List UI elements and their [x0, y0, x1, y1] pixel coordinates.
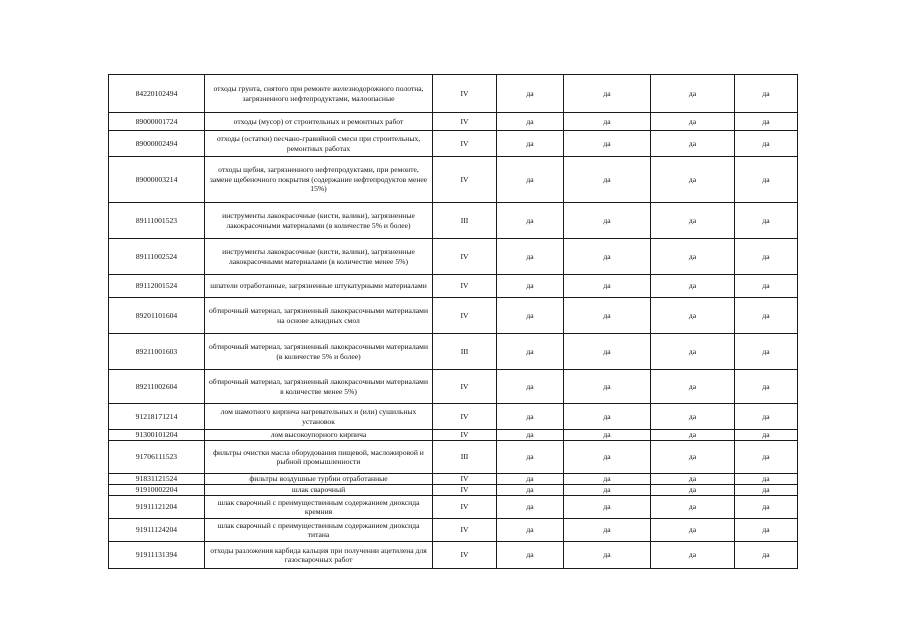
yes-cell-4: да: [735, 542, 798, 569]
yes-cell-2: да: [564, 542, 651, 569]
yes-cell-3: да: [651, 430, 735, 441]
yes-cell-1: да: [497, 542, 564, 569]
yes-cell-1: да: [497, 430, 564, 441]
yes-cell-1: да: [497, 131, 564, 157]
yes-cell-2: да: [564, 75, 651, 113]
hazard-class-cell: IV: [433, 239, 497, 275]
waste-name-cell: отходы (остатки) песчано-гравийной смеси при строительных, ремонтных работах: [205, 131, 433, 157]
yes-cell-3: да: [651, 474, 735, 485]
waste-name-cell: отходы щебня, загрязненного нефтепродуктами, при ремонте, замене щебеночного покрытия (содержание нефтепродуктов менее 15%): [205, 157, 433, 203]
yes-cell-3: да: [651, 542, 735, 569]
table-row: [109, 496, 798, 519]
yes-cell-4: да: [735, 75, 798, 113]
table-row: [109, 131, 798, 157]
table-row: [109, 519, 798, 542]
yes-cell-3: да: [651, 519, 735, 542]
hazard-class-cell: IV: [433, 157, 497, 203]
yes-cell-2: да: [564, 485, 651, 496]
yes-cell-4: да: [735, 113, 798, 131]
table-row: [109, 75, 798, 113]
yes-cell-3: да: [651, 157, 735, 203]
yes-cell-1: да: [497, 239, 564, 275]
hazard-class-cell: IV: [433, 485, 497, 496]
table-row: [109, 542, 798, 569]
table-row: [109, 239, 798, 275]
yes-cell-2: да: [564, 370, 651, 404]
yes-cell-4: да: [735, 131, 798, 157]
yes-cell-4: да: [735, 239, 798, 275]
table-row: [109, 441, 798, 474]
hazard-class-cell: IV: [433, 519, 497, 542]
waste-name-cell: фильтры воздушные турбин отработанные: [205, 474, 433, 485]
yes-cell-1: да: [497, 370, 564, 404]
waste-name-cell: лом шамотного кирпича нагревательных и (или) сушильных установок: [205, 404, 433, 430]
waste-name-cell: обтирочный материал, загрязненный лакокрасочными материалами (в количестве 5% и более): [205, 334, 433, 370]
yes-cell-1: да: [497, 485, 564, 496]
waste-name-cell: инструменты лакокрасочные (кисти, валики), загрязненные лакокрасочными материалами (в количестве менее 5%): [205, 239, 433, 275]
yes-cell-4: да: [735, 157, 798, 203]
yes-cell-1: да: [497, 75, 564, 113]
table-row: [109, 474, 798, 485]
yes-cell-4: да: [735, 334, 798, 370]
yes-cell-3: да: [651, 404, 735, 430]
hazard-class-cell: IV: [433, 496, 497, 519]
yes-cell-1: да: [497, 404, 564, 430]
waste-code-cell: 89000001724: [109, 113, 205, 131]
table-row: [109, 334, 798, 370]
yes-cell-2: да: [564, 496, 651, 519]
yes-cell-2: да: [564, 404, 651, 430]
waste-code-cell: 91300101204: [109, 430, 205, 441]
hazard-class-cell: IV: [433, 474, 497, 485]
waste-name-cell: шпатели отработанные, загрязненные штукатурными материалами: [205, 275, 433, 298]
waste-code-cell: 89211002604: [109, 370, 205, 404]
hazard-class-cell: IV: [433, 298, 497, 334]
table-row: [109, 113, 798, 131]
yes-cell-4: да: [735, 485, 798, 496]
waste-code-cell: 89211001603: [109, 334, 205, 370]
table-row: [109, 275, 798, 298]
yes-cell-4: да: [735, 275, 798, 298]
yes-cell-2: да: [564, 519, 651, 542]
yes-cell-1: да: [497, 298, 564, 334]
waste-name-cell: фильтры очистки масла оборудования пищевой, масложировой и рыбной промышленности: [205, 441, 433, 474]
hazard-class-cell: IV: [433, 131, 497, 157]
yes-cell-3: да: [651, 334, 735, 370]
yes-cell-4: да: [735, 298, 798, 334]
waste-code-cell: 89201101604: [109, 298, 205, 334]
yes-cell-3: да: [651, 496, 735, 519]
table-row: [109, 157, 798, 203]
waste-table: [108, 74, 798, 569]
hazard-class-cell: III: [433, 441, 497, 474]
hazard-class-cell: IV: [433, 404, 497, 430]
waste-name-cell: шлак сварочный с преимущественным содержанием диоксида титана: [205, 519, 433, 542]
waste-code-cell: 89111001523: [109, 203, 205, 239]
yes-cell-2: да: [564, 441, 651, 474]
hazard-class-cell: IV: [433, 542, 497, 569]
hazard-class-cell: III: [433, 203, 497, 239]
yes-cell-3: да: [651, 370, 735, 404]
yes-cell-1: да: [497, 519, 564, 542]
yes-cell-3: да: [651, 113, 735, 131]
yes-cell-1: да: [497, 474, 564, 485]
waste-code-cell: 89112001524: [109, 275, 205, 298]
waste-code-cell: 91706111523: [109, 441, 205, 474]
yes-cell-2: да: [564, 474, 651, 485]
waste-name-cell: шлак сварочный с преимущественным содержанием диоксида кремния: [205, 496, 433, 519]
table-row: [109, 298, 798, 334]
waste-code-cell: 91911121204: [109, 496, 205, 519]
table-row: [109, 430, 798, 441]
yes-cell-3: да: [651, 203, 735, 239]
hazard-class-cell: IV: [433, 113, 497, 131]
waste-code-cell: 89000002494: [109, 131, 205, 157]
waste-name-cell: отходы (мусор) от строительных и ремонтных работ: [205, 113, 433, 131]
waste-table-body: [109, 75, 798, 569]
yes-cell-1: да: [497, 203, 564, 239]
yes-cell-4: да: [735, 441, 798, 474]
waste-name-cell: инструменты лакокрасочные (кисти, валики), загрязненные лакокрасочными материалами (в количестве 5% и более): [205, 203, 433, 239]
waste-name-cell: обтирочный материал, загрязненный лакокрасочными материалами в количестве менее 5%): [205, 370, 433, 404]
yes-cell-4: да: [735, 474, 798, 485]
yes-cell-2: да: [564, 203, 651, 239]
table-row: [109, 485, 798, 496]
waste-name-cell: отходы разложения карбида кальция при получении ацетилена для газосварочных работ: [205, 542, 433, 569]
yes-cell-1: да: [497, 334, 564, 370]
yes-cell-2: да: [564, 113, 651, 131]
waste-name-cell: шлак сварочный: [205, 485, 433, 496]
yes-cell-2: да: [564, 298, 651, 334]
waste-code-cell: 91218171214: [109, 404, 205, 430]
yes-cell-3: да: [651, 298, 735, 334]
waste-code-cell: 91911124204: [109, 519, 205, 542]
hazard-class-cell: IV: [433, 430, 497, 441]
yes-cell-3: да: [651, 441, 735, 474]
table-row: [109, 404, 798, 430]
table-row: [109, 203, 798, 239]
yes-cell-3: да: [651, 275, 735, 298]
yes-cell-1: да: [497, 113, 564, 131]
yes-cell-2: да: [564, 157, 651, 203]
hazard-class-cell: III: [433, 334, 497, 370]
yes-cell-4: да: [735, 496, 798, 519]
waste-code-cell: 91910002204: [109, 485, 205, 496]
yes-cell-4: да: [735, 404, 798, 430]
yes-cell-3: да: [651, 485, 735, 496]
waste-name-cell: обтирочный материал, загрязненный лакокрасочными материалами на основе алкидных смол: [205, 298, 433, 334]
yes-cell-1: да: [497, 496, 564, 519]
hazard-class-cell: IV: [433, 275, 497, 298]
yes-cell-2: да: [564, 334, 651, 370]
yes-cell-3: да: [651, 131, 735, 157]
yes-cell-2: да: [564, 430, 651, 441]
hazard-class-cell: IV: [433, 370, 497, 404]
yes-cell-1: да: [497, 157, 564, 203]
hazard-class-cell: IV: [433, 75, 497, 113]
yes-cell-1: да: [497, 275, 564, 298]
waste-code-cell: 91911131394: [109, 542, 205, 569]
waste-code-cell: 89111002524: [109, 239, 205, 275]
yes-cell-4: да: [735, 203, 798, 239]
yes-cell-3: да: [651, 239, 735, 275]
waste-name-cell: лом высокоупорного кирпича: [205, 430, 433, 441]
table-row: [109, 370, 798, 404]
yes-cell-2: да: [564, 239, 651, 275]
yes-cell-4: да: [735, 370, 798, 404]
yes-cell-4: да: [735, 519, 798, 542]
waste-code-cell: 84220102494: [109, 75, 205, 113]
waste-code-cell: 89000003214: [109, 157, 205, 203]
yes-cell-4: да: [735, 430, 798, 441]
yes-cell-2: да: [564, 131, 651, 157]
yes-cell-3: да: [651, 75, 735, 113]
waste-name-cell: отходы грунта, снятого при ремонте железнодорожного полотна, загрязненного нефтепродуктами, малоопасные: [205, 75, 433, 113]
yes-cell-2: да: [564, 275, 651, 298]
waste-code-cell: 91831121524: [109, 474, 205, 485]
yes-cell-1: да: [497, 441, 564, 474]
